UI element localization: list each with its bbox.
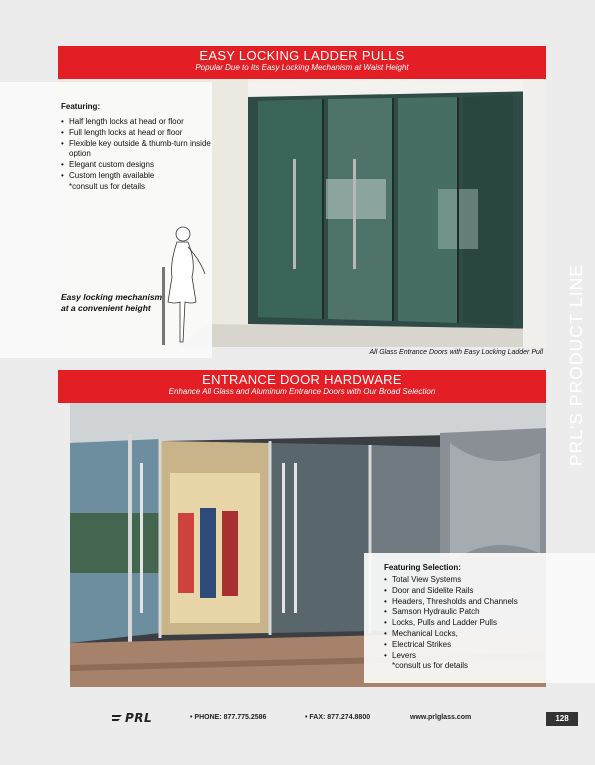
section1-feature-list (61, 117, 211, 193)
section1-title: EASY LOCKING LADDER PULLS (199, 48, 405, 63)
section2-banner (58, 370, 546, 403)
section1-caption: All Glass Entrance Doors with Easy Locking Ladder Pull (369, 349, 543, 356)
list-item: • Door and Sidelite Rails (384, 586, 584, 597)
list-item: • Levers (384, 651, 584, 662)
list-item: • Locks, Pulls and Ladder Pulls (384, 618, 584, 629)
section2-feature-box (364, 553, 595, 683)
list-item: • Samson Hydraulic Patch (384, 607, 584, 618)
footer (0, 710, 595, 728)
section1-subtitle: Popular Due to Its Easy Locking Mechanism at Waist Height (195, 63, 409, 72)
logo-text: PRL (125, 711, 153, 725)
prl-logo (111, 711, 152, 725)
footer-phone: • PHONE: 877.775.2586 (190, 714, 267, 721)
list-item: • Full length locks at head or floor (61, 128, 211, 139)
list-item: • Custom length available (61, 171, 211, 182)
easy-locking-callout: Easy locking mechanism at a convenient height (61, 292, 163, 313)
section1-featuring-label: Featuring: (61, 102, 101, 111)
section2-feature-list (384, 575, 584, 672)
prl-logo-icon (111, 712, 123, 724)
list-item: • Mechanical Locks, (384, 629, 584, 640)
list-item: • Elegant custom designs (61, 160, 211, 171)
woman-figure-illustration (150, 222, 210, 347)
side-title: PRL'S PRODUCT LINE (566, 264, 586, 466)
page-number: 128 (546, 712, 578, 726)
section2-featuring-label: Featuring Selection: (384, 563, 461, 572)
section2-subtitle: Enhance All Glass and Aluminum Entrance Doors with Our Broad Selection (168, 387, 436, 396)
consult-note: *consult us for details (69, 181, 146, 191)
footer-fax: • FAX: 877.274.8800 (305, 714, 371, 721)
section1-banner (58, 46, 546, 79)
list-item: • Half length locks at head or floor (61, 117, 211, 128)
section2-title: ENTRANCE DOOR HARDWARE (202, 372, 402, 387)
list-item: • Total View Systems (384, 575, 584, 586)
consult-note: *consult us for details (392, 661, 469, 671)
footer-website[interactable]: www.prlglass.com (410, 714, 472, 721)
list-item: • Electrical Strikes (384, 640, 584, 651)
list-item: • Flexible key outside & thumb-turn inside option (61, 139, 211, 161)
list-item: • Headers, Thresholds and Channels (384, 597, 584, 608)
section1-feature-box (0, 82, 212, 358)
